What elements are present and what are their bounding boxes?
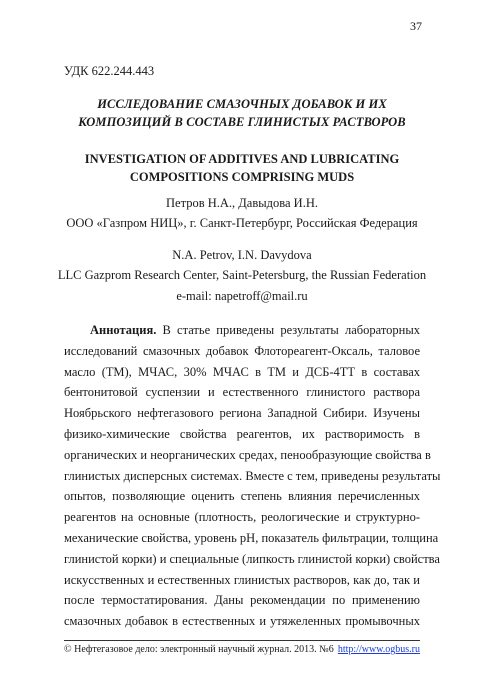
abstract [64, 320, 441, 632]
organization-english: LLC Gazprom Research Center, Saint-Petersburg, the Russian Federation [57, 268, 427, 282]
title-english-line-2: COMPOSITIONS COMPRISING MUDS [129, 170, 355, 184]
abstract-line: Ноябрьского нефтегазового региона Западной Сибири. Изучены [64, 406, 420, 421]
organization-russian: ООО «Газпром НИЦ», г. Санкт-Петербург, Российская Федерация [66, 216, 418, 230]
abstract-text: В статье приведены результаты лабораторных [156, 323, 420, 337]
title-english [60, 150, 424, 186]
abstract-line: механические свойства, уровень pH, показатель фильтрации, толщина [64, 530, 439, 545]
title-english-line-1: INVESTIGATION OF ADDITIVES AND LUBRICATING [84, 152, 400, 166]
footer-divider [64, 640, 420, 641]
abstract-line: после термостатирования. Даны рекомендации по применению [64, 593, 420, 608]
abstract-line: реагентов на основные (плотность, реологические и структурно- [64, 510, 420, 525]
abstract-line: глинистых дисперсных системах. Вместе с тем, приведены результаты [64, 468, 441, 483]
page-number: 37 [410, 19, 422, 33]
abstract-line: органических и неорганических средах, пенообразующие свойства в [64, 447, 431, 462]
abstract-line: смазочных добавок в естественных и утяжеленных промывочных [64, 614, 420, 629]
abstract-line: опытов, позволяющие оценить степень влияния перечисленных [64, 489, 420, 504]
abstract-line: масло (ТМ), МЧАС, 30% МЧАС в ТМ и ДСБ-4ТТ в составах [64, 364, 420, 379]
footer-copyright: © Нефтегазовое дело: электронный научный журнал. 2013. №6 [64, 644, 334, 655]
abstract-line: физико-химические свойства реагентов, их растворимость в [64, 426, 420, 441]
authors-english: N.A. Petrov, I.N. Davydova [172, 248, 312, 262]
author-email: e-mail: napetroff@mail.ru [176, 289, 308, 303]
abstract-line: бентонитовой суспензии и естественного глинистого раствора [64, 385, 420, 400]
udk-code: УДК 622.244.443 [64, 64, 155, 78]
abstract-label: Аннотация. [90, 323, 157, 337]
authors-russian: Петров Н.А., Давыдова И.Н. [166, 196, 318, 210]
abstract-line: исследований смазочных добавок Флотореагент-Оксаль, таловое [64, 343, 420, 358]
title-russian [60, 95, 424, 131]
title-russian-line-1: ИССЛЕДОВАНИЕ СМАЗОЧНЫХ ДОБАВОК И ИХ [97, 97, 387, 111]
abstract-line: глинистой корки) и специальные (липкость глинистой корки) свойства [64, 551, 440, 566]
abstract-line [64, 320, 420, 341]
abstract-line: искусственных и естественных глинистых растворов, как до, так и [64, 572, 420, 587]
footer-journal-link[interactable]: http://www.ogbus.ru [337, 644, 420, 655]
title-russian-line-2: КОМПОЗИЦИЙ В СОСТАВЕ ГЛИНИСТЫХ РАСТВОРОВ [78, 115, 406, 129]
